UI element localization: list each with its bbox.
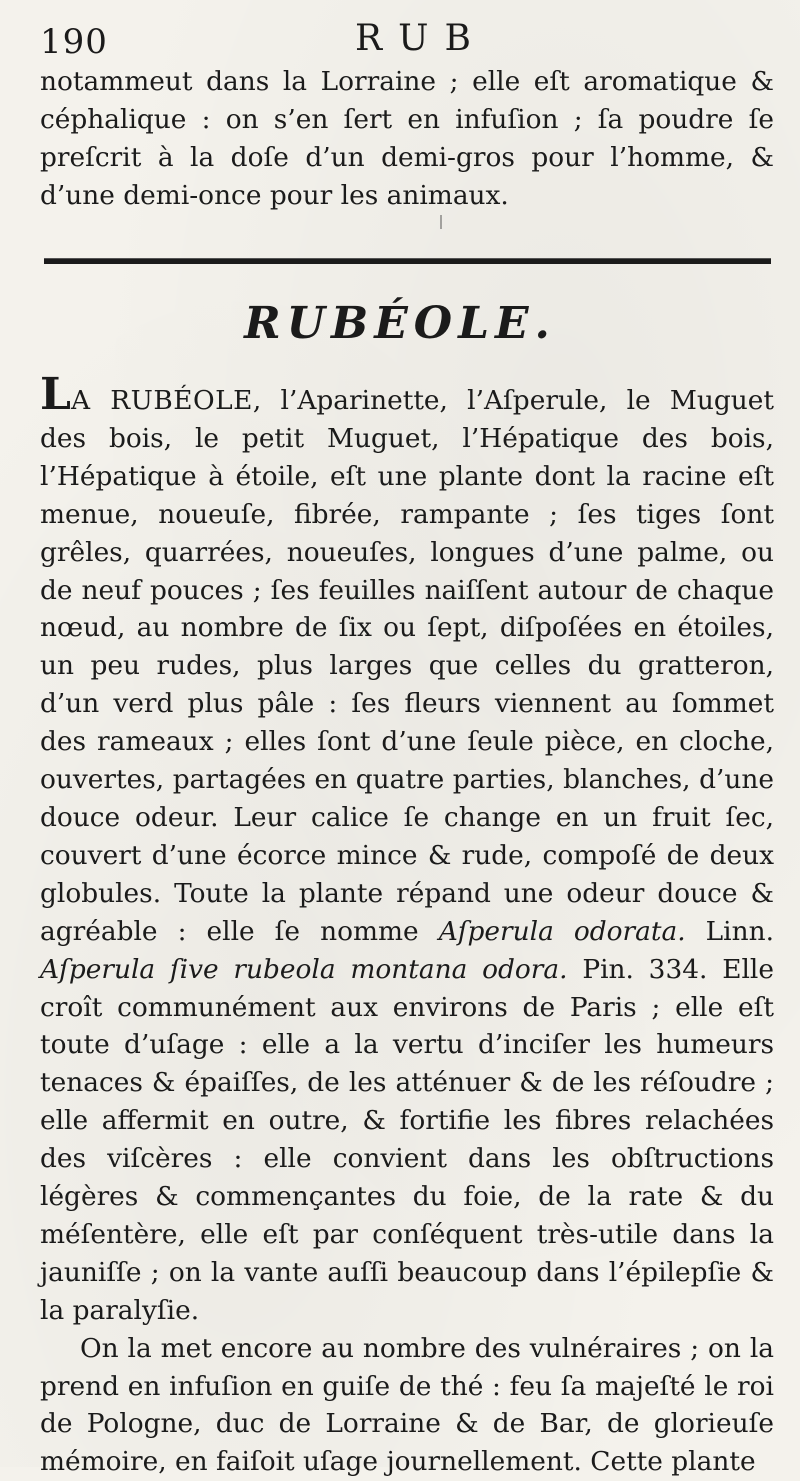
paragraph-1-end: Pin. 334. Elle croît communément aux environs de Paris ; elle eſt toute d’uſage : elle a la vertu d’inciſer les humeurs tenaces & épaiſſes, de les atténuer & de les réſoudre ; elle affermit en outre, & fortifie les fibres relachées des viſcères : elle convient dans les obſtructions légères & commençantes du foie, de la rate & du méſentère, elle eſt par conſéquent très-utile dans la jauniſſe ; on la vante auſſi beaucoup dans l’épilepſie & la paralyſie.: [40, 953, 774, 1326]
intro-paragraph: [40, 63, 774, 215]
paper-mark: [440, 215, 442, 229]
section-divider: [44, 258, 771, 264]
latin-name-1: Aſperula odorata.: [438, 915, 686, 947]
lead-word: A RUBÉOLE: [70, 385, 253, 416]
paragraph-1-text: , l’Aparinette, l’Aſperule, le Muguet des bois, le petit Muguet, l’Hépatique des bois, l’Hépatique à étoile, eſt une plante dont la racine eſt menue, noueuſe, fibrée, rampante ; ſes tiges ſont grêles, quarrées, noueuſes, longues d’une palme, ou de neuf pouces ; ſes feuilles naiſſent autour de chaque nœud, au nombre de ſix ou ſept, diſpoſées en étoiles, un peu rudes, plus larges que celles du gratteron, d’un verd plus pâle : ſes fleurs viennent au ſommet des rameaux ; elles ſont d’une ſeule pièce, en cloche, ouvertes, partagées en quatre parties, blanches, d’une douce odeur. Leur calice ſe change en un fruit ſec, couvert d’une écorce mince & rude, compoſé de deux globules. Toute la plante répand une odeur douce & agréable : elle ſe nomme: [40, 385, 774, 947]
paragraph-1: [40, 369, 774, 1330]
drop-cap: L: [40, 369, 71, 420]
article-body: [40, 369, 774, 1481]
paragraph-2: On la met encore au nombre des vulnéraires ; on la prend en infuſion en guiſe de thé : feu ſa majeſté le roi de Pologne, duc de Lorraine & de Bar, de glorieuſe mémoire, en faiſoit uſage journellement. Cette plante: [40, 1332, 774, 1478]
intro-text: notammeut dans la Lorraine ; elle eſt aromatique & céphalique : on s’en ſert en infuſion ; ſa poudre ſe preſcrit à la doſe d’un demi-gros pour l’homme, & d’une demi-once pour les animaux.: [40, 66, 774, 211]
section-title: RUBÉOLE.: [244, 298, 556, 349]
linnaeus-ref: Linn.: [685, 915, 774, 947]
running-head: RUB: [355, 18, 487, 59]
latin-name-2: Aſperula ſive rubeola montana odora.: [40, 953, 568, 985]
page-number: 190: [40, 22, 108, 62]
